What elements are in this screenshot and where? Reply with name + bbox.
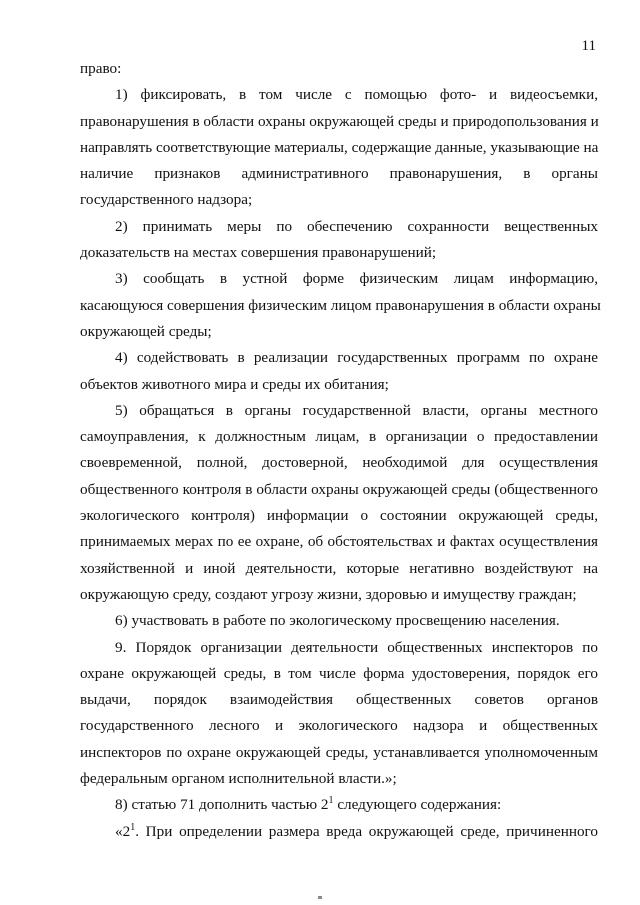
text-line: выдачи, порядок взаимодействия общественных советов органов bbox=[80, 691, 598, 709]
text-line: общественного контроля в области охраны окружающей среды (общественного bbox=[80, 480, 598, 498]
text-line: 2) принимать меры по обеспечению сохранности вещественных bbox=[115, 217, 598, 235]
text-line: 1) фиксировать, в том числе с помощью фото- и видеосъемки, bbox=[115, 86, 598, 104]
document-body bbox=[80, 56, 601, 845]
text-fragment: следующего содержания: bbox=[333, 796, 502, 814]
superscript: 1 bbox=[130, 821, 136, 833]
text-line: окружающую среду, создают угрозу жизни, здоровью и имуществу граждан; bbox=[80, 585, 577, 603]
paragraph-intro bbox=[80, 56, 598, 82]
text-line: самоуправления, к должностным лицам, в организации о предоставлении bbox=[80, 428, 598, 446]
text-line: 4) содействовать в реализации государственных программ по охране bbox=[115, 349, 598, 367]
text-line: принимаемых мерах по ее охране, об обстоятельствах и фактах осуществления bbox=[80, 533, 598, 551]
text-line: экологического контроля) информации о состоянии окружающей среды, bbox=[80, 507, 598, 525]
paragraph-section-9 bbox=[80, 635, 598, 793]
text-fragment: 8) статью 71 дополнить частью 2 bbox=[115, 796, 329, 814]
text-line: охране окружающей среды, в том числе форма удостоверения, порядок его bbox=[80, 664, 598, 682]
text-line: государственного надзора; bbox=[80, 191, 253, 209]
paragraph-item-6 bbox=[80, 608, 598, 634]
text-line: 3) сообщать в устной форме физическим лицам информацию, bbox=[115, 270, 598, 288]
text-line: доказательств на местах совершения правонарушений; bbox=[80, 244, 437, 262]
text-line: направлять соответствующие материалы, содержащие данные, указывающие на bbox=[80, 138, 599, 156]
paragraph-item-2 bbox=[80, 214, 598, 267]
paragraph-item-5 bbox=[80, 398, 598, 608]
scan-speck bbox=[318, 896, 322, 899]
text-line: объектов животного мира и среды их обитания; bbox=[80, 375, 389, 393]
text-line: касающуюся совершения физическим лицом правонарушения в области охраны bbox=[80, 296, 601, 314]
text-line: 5) обращаться в органы государственной власти, органы местного bbox=[115, 401, 598, 419]
text-line: правонарушения в области охраны окружающей среды и природопользования и bbox=[80, 112, 599, 130]
text-line: хозяйственной и иной деятельности, которые негативно воздействуют на bbox=[80, 559, 598, 577]
text-line: окружающей среды; bbox=[80, 322, 212, 340]
text-line: инспекторов по охране окружающей среды, устанавливается уполномоченным bbox=[80, 743, 598, 761]
text-line: 6) участвовать в работе по экологическому просвещению населения. bbox=[115, 612, 560, 630]
paragraph-item-4 bbox=[80, 345, 598, 398]
text-line bbox=[80, 792, 598, 818]
text-line bbox=[80, 819, 598, 845]
paragraph-item-3 bbox=[80, 266, 601, 345]
text-fragment: . При определении размера вреда окружающей среде, причиненного bbox=[135, 822, 598, 840]
text-fragment: «2 bbox=[115, 822, 131, 840]
paragraph-item-1 bbox=[80, 82, 598, 213]
text-line: право: bbox=[80, 60, 122, 77]
text-line: федеральным органом исполнительной власти.»; bbox=[80, 770, 397, 788]
paragraph-amendment-8 bbox=[80, 792, 598, 818]
superscript: 1 bbox=[328, 795, 334, 807]
text-line: своевременной, полной, достоверной, необходимой для осуществления bbox=[80, 454, 598, 472]
text-line: государственного лесного и экологического надзора и общественных bbox=[80, 717, 598, 735]
page-number: 11 bbox=[581, 38, 596, 54]
paragraph-quote-2-1 bbox=[80, 819, 598, 845]
text-line: наличие признаков административного правонарушения, в органы bbox=[80, 165, 598, 183]
text-line: 9. Порядок организации деятельности общественных инспекторов по bbox=[115, 638, 598, 656]
